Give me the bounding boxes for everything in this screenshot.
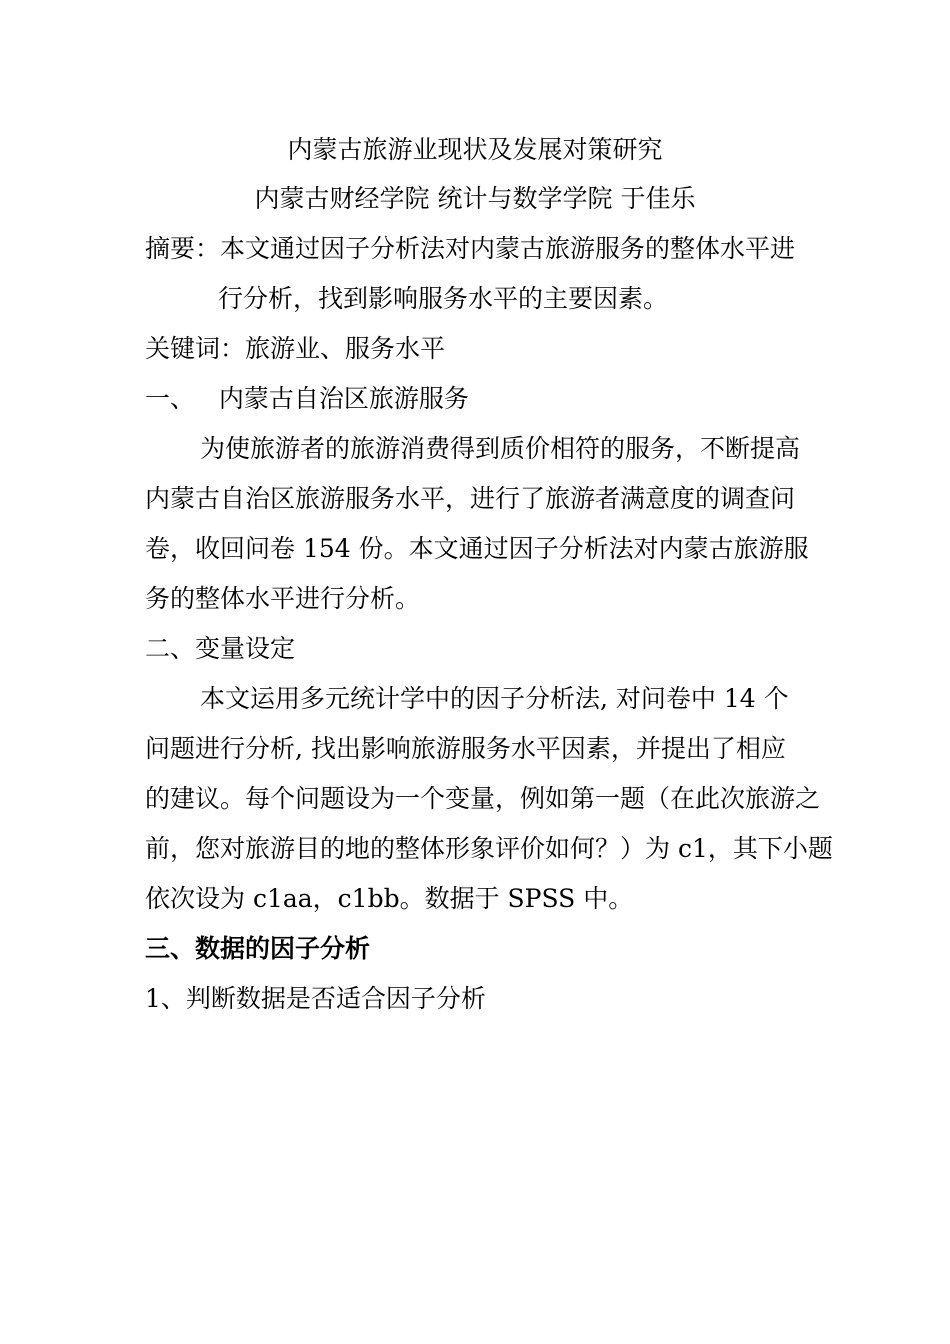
- section-3-subheading: 1、判断数据是否适合因子分析: [145, 984, 486, 1013]
- abstract-line-1: 摘要：本文通过因子分析法对内蒙古旅游服务的整体水平进: [145, 234, 796, 263]
- section-2-line-3: 的建议。每个问题设为一个变量，例如第一题（在此次旅游之: [145, 784, 821, 813]
- section-1-heading: 一、 内蒙古自治区旅游服务: [145, 384, 469, 413]
- section-2-line-2: 问题进行分析, 找出影响旅游服务水平因素，并提出了相应: [145, 734, 786, 763]
- section-2-line-1: 本文运用多元统计学中的因子分析法, 对问卷中 14 个: [200, 684, 789, 713]
- section-1-line-3: 卷，收回问卷 154 份。本文通过因子分析法对内蒙古旅游服: [145, 534, 809, 563]
- author-line: 内蒙古财经学院 统计与数学学院 于佳乐: [254, 184, 696, 213]
- section-2-heading: 二、变量设定: [145, 634, 296, 663]
- section-1-line-2: 内蒙古自治区旅游服务水平，进行了旅游者满意度的调查问: [145, 484, 796, 513]
- abstract-line-2: 行分析，找到影响服务水平的主要因素。: [218, 284, 669, 313]
- keywords-line: 关键词：旅游业、服务水平: [145, 334, 446, 363]
- section-1-line-1: 为使旅游者的旅游消费得到质价相符的服务，不断提高: [200, 434, 801, 463]
- section-2-line-4: 前，您对旅游目的地的整体形象评价如何？）为 c1，其下小题: [145, 834, 833, 863]
- section-2-line-5: 依次设为 c1aa，c1bb。数据于 SPSS 中。: [145, 884, 634, 913]
- document-title: 内蒙古旅游业现状及发展对策研究: [287, 135, 663, 164]
- section-3-heading: 三、数据的因子分析: [145, 934, 371, 963]
- section-1-line-4: 务的整体水平进行分析。: [145, 584, 421, 613]
